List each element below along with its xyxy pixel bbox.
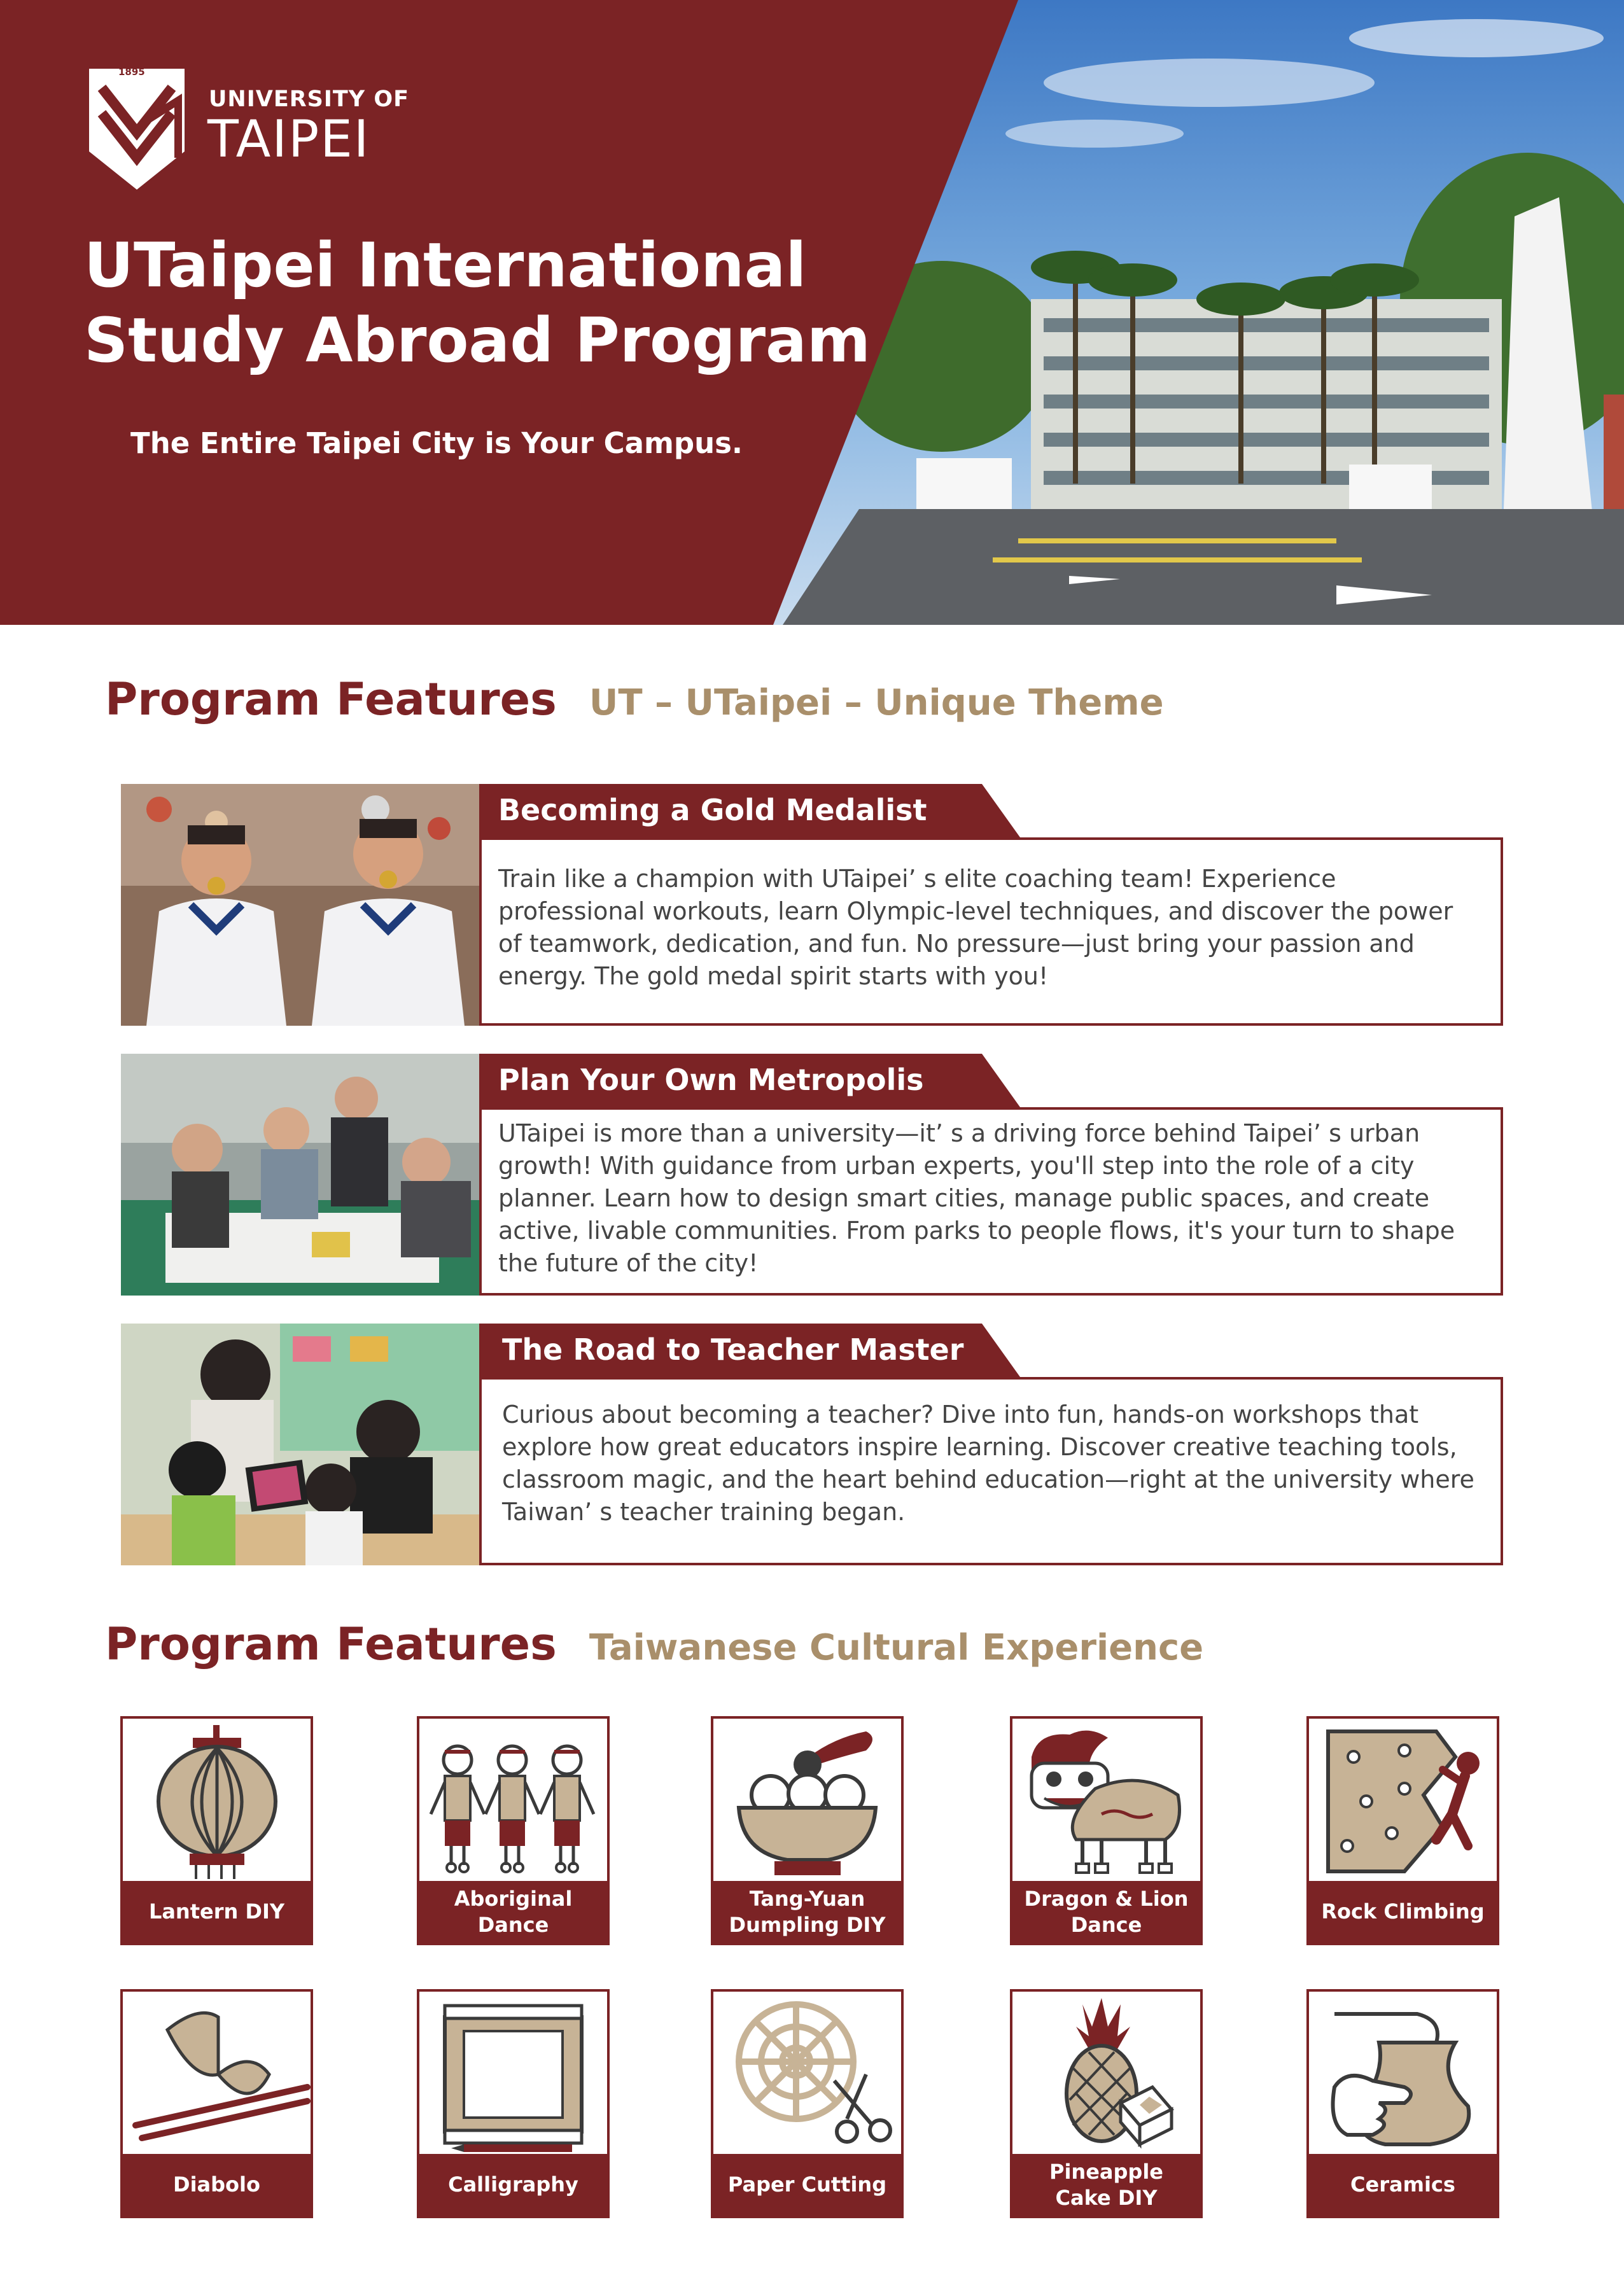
feature-tab [479,1054,1145,1107]
pineapple-cake-icon [1012,1992,1200,2154]
feature-tab [479,784,1145,837]
culture-tile-label: Lantern DIY [123,1881,311,1943]
dumpling-bowl-icon [713,1719,901,1881]
culture-tile-label: Rock Climbing [1309,1881,1497,1943]
section-heading-unique-theme [105,673,1164,730]
culture-tile-rock-climbing [1306,1716,1499,1945]
culture-tile-label: Aboriginal Dance [419,1881,607,1943]
page-title-line-1: UTaipei International [84,230,807,301]
feature-heading: Plan Your Own Metropolis [498,1063,924,1097]
culture-tile-label: Diabolo [123,2154,311,2216]
culture-tile-label: Calligraphy [419,2154,607,2216]
feature-description-box [479,1377,1503,1565]
gold-medalist-photo [121,784,479,1026]
climbing-icon [1309,1719,1497,1881]
classroom-photo [121,1324,479,1565]
culture-tile-dragon-lion-dance [1010,1716,1203,1945]
culture-tile-label: Pineapple Cake DIY [1012,2154,1200,2216]
culture-tile-label: Tang-Yuan Dumpling DIY [713,1881,901,1943]
feature-description: Curious about becoming a teacher? Dive into fun, hands-on workshops that explore how great educators inspire learning. Discover creative teaching tools, classroom magic, and the heart behind education—right at the university where Taiwan’ s teacher training began. [502,1401,1474,1526]
section-subtitle: UT – UTaipei – Unique Theme [589,682,1164,723]
scroll-icon [419,1992,607,2154]
culture-tile-lantern [120,1716,313,1945]
university-logo-icon [83,62,191,196]
feature-card-gold-medalist [121,784,1503,1026]
diabolo-icon [123,1992,311,2154]
lantern-icon [123,1719,311,1881]
culture-tile-pineapple-cake [1010,1989,1203,2218]
lion-dance-icon [1012,1719,1200,1881]
city-planning-photo [121,1054,479,1296]
culture-tile-label: Paper Cutting [713,2154,901,2216]
feature-card-metropolis [121,1054,1503,1296]
feature-heading: The Road to Teacher Master [502,1332,964,1367]
culture-tile-label: Ceramics [1309,2154,1497,2216]
feature-description-box [479,837,1503,1026]
section-title: Program Features [105,673,557,725]
ceramics-icon [1309,1992,1497,2154]
logo-text-taipei: TAIPEI [207,109,370,169]
feature-card-teacher-master [121,1324,1503,1565]
dancers-icon [419,1719,607,1881]
logo-text-university-of: UNIVERSITY OF [209,87,409,112]
feature-tab [479,1324,1145,1377]
culture-tile-label: Dragon & Lion Dance [1012,1881,1200,1943]
section-heading-cultural-experience [105,1618,1203,1675]
culture-tile-paper-cutting [711,1989,904,2218]
page-title-line-2: Study Abroad Program [84,305,871,376]
section-subtitle: Taiwanese Cultural Experience [589,1627,1204,1668]
feature-description: UTaipei is more than a university—it’ s a driving force behind Taipei’ s urban growth! With guidance from urban experts, you'll step into the role of a city planner. Learn how to design smart cities, manage public spaces, and create active, livable communities. From parks to people flows, it's your turn to shape the future of the city! [498,1119,1455,1277]
feature-description-box [479,1107,1503,1296]
culture-tile-ceramics [1306,1989,1499,2218]
section-title: Program Features [105,1618,557,1670]
culture-tile-tang-yuan [711,1716,904,1945]
hero-banner [0,0,1624,625]
page-title [84,228,911,378]
culture-tile-aboriginal-dance [417,1716,610,1945]
culture-tile-calligraphy [417,1989,610,2218]
culture-tile-diabolo [120,1989,313,2218]
feature-heading: Becoming a Gold Medalist [498,793,927,827]
hero-tagline: The Entire Taipei City is Your Campus. [130,426,743,460]
logo-year: 1895 [118,66,145,78]
feature-description: Train like a champion with UTaipei’ s elite coaching team! Experience professional workouts, learn Olympic-level techniques, and discover the power of teamwork, dedication, and fun. No pressure—just bring your passion and energy. The gold medal spirit starts with you! [498,865,1453,990]
paper-cutting-icon [713,1992,901,2154]
